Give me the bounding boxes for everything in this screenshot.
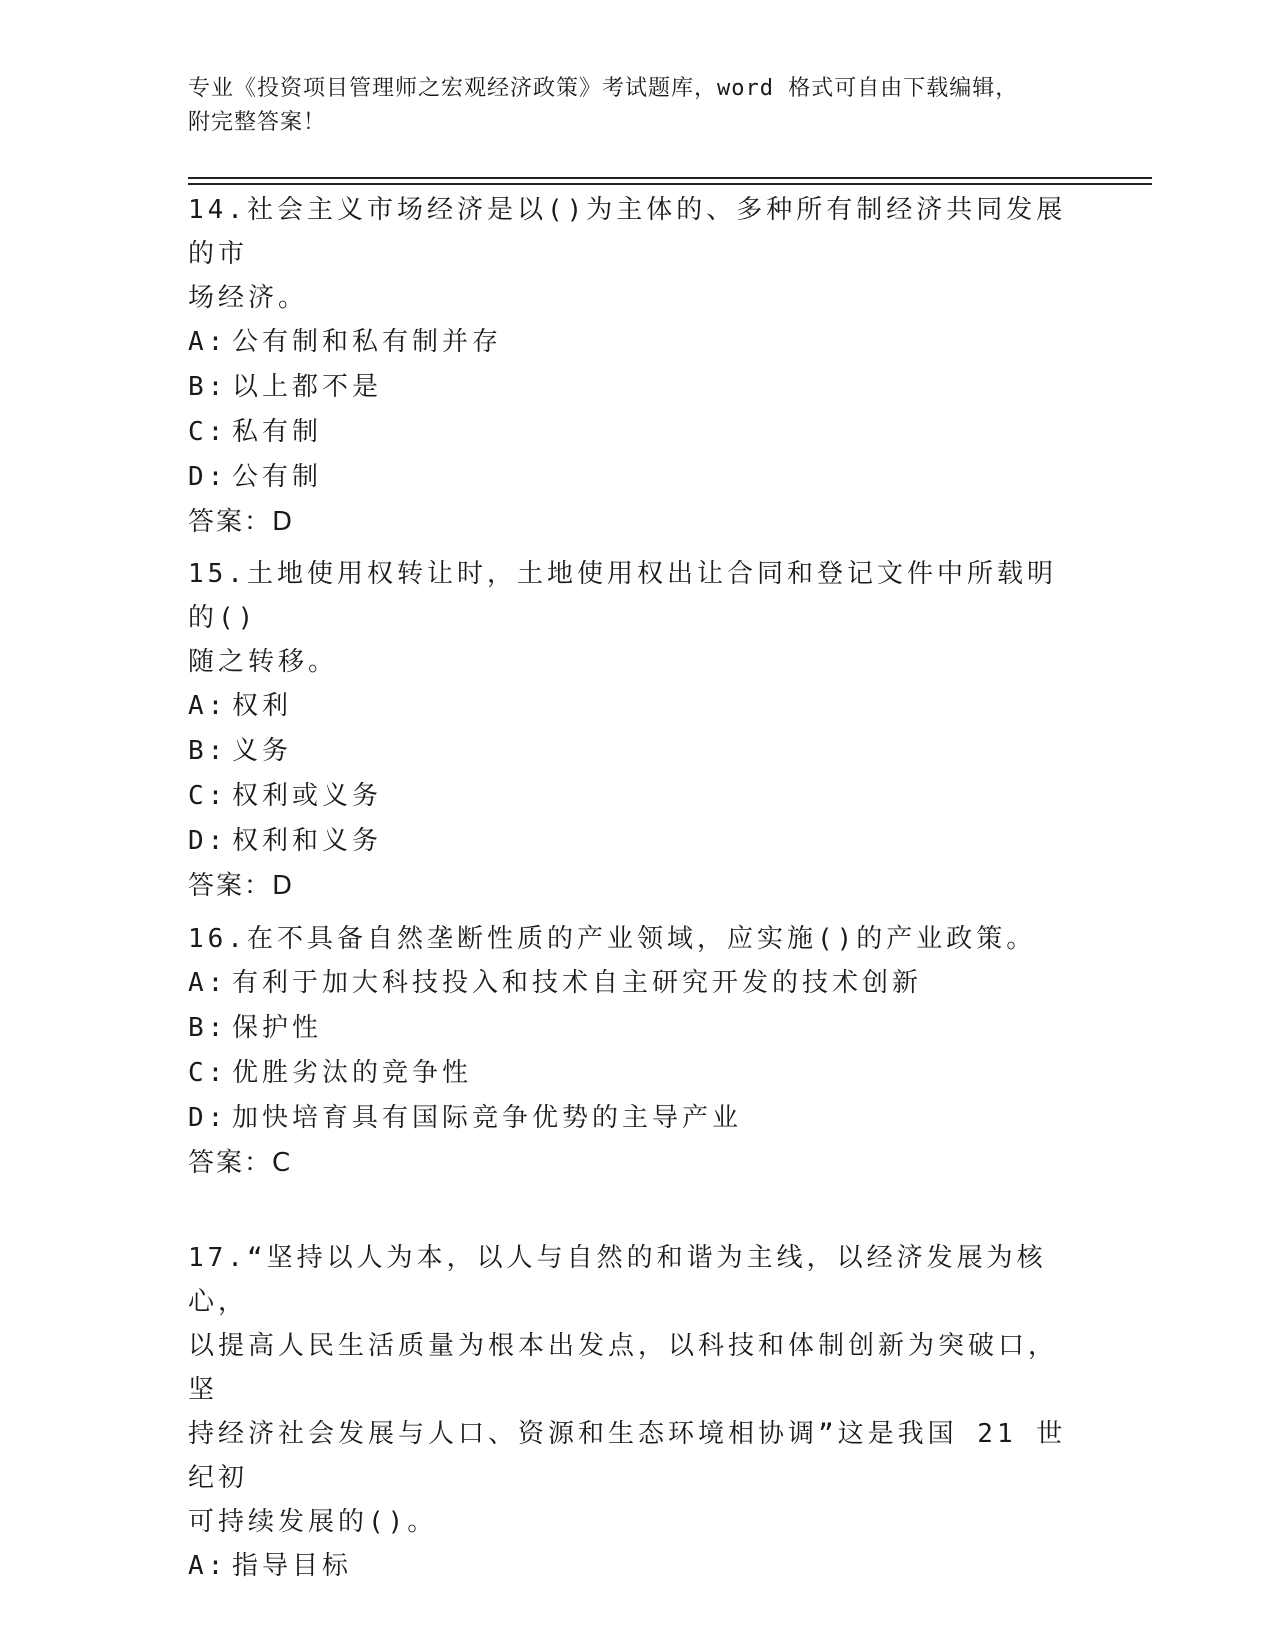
option-text: 权利和义务 [232,826,383,856]
option-label: D: [188,462,228,492]
option-label: C: [188,1058,228,1088]
option-text: 加快培育具有国际竞争优势的主导产业 [232,1103,743,1133]
question-15 [188,552,1078,908]
option-b [188,729,1078,774]
stem-line: 15.土地使用权转让时，土地使用权出让合同和登记文件中所载明的() [188,559,1057,633]
option-b [188,1006,1078,1051]
option-text: 权利或义务 [232,781,383,811]
option-label: B: [188,1013,228,1043]
option-text: 保护性 [232,1013,323,1043]
question-stem [188,1236,1078,1544]
option-text: 义务 [232,736,293,766]
question-stem [188,552,1078,684]
question-stem [188,917,1078,961]
answer: 答案：D [188,507,295,537]
option-text: 权利 [232,691,293,721]
option-a [188,1544,1078,1589]
option-a [188,320,1078,365]
option-text: 有利于加大科技投入和技术自主研究开发的技术创新 [232,968,923,998]
header-line-2: 附完整答案！ [188,110,327,135]
document-header [188,72,1068,140]
stem-line: 可持续发展的()。 [188,1507,438,1537]
stem-line: 持经济社会发展与人口、资源和生态环境相协调”这是我国 21 世纪初 [188,1419,1067,1493]
option-label: C: [188,417,228,447]
option-label: D: [188,826,228,856]
option-text: 指导目标 [232,1551,353,1581]
header-divider-bottom [188,183,1152,185]
stem-line: 14.社会主义市场经济是以()为主体的、多种所有制经济共同发展的市 [188,195,1067,269]
option-label: A: [188,327,228,357]
option-c [188,1051,1078,1096]
header-divider-top [188,177,1152,179]
option-label: A: [188,691,228,721]
option-d [188,455,1078,500]
option-label: A: [188,1551,228,1581]
option-label: D: [188,1103,228,1133]
stem-line: 17.“坚持以人为本，以人与自然的和谐为主线，以经济发展为核心， [188,1243,1047,1317]
answer: 答案：C [188,1148,293,1178]
option-text: 优胜劣汰的竞争性 [232,1058,473,1088]
option-text: 公有制和私有制并存 [232,327,503,357]
question-16 [188,917,1078,1185]
option-text: 公有制 [232,462,323,492]
option-b [188,365,1078,410]
question-14 [188,188,1078,544]
header-line-1: 专业《投资项目管理师之宏观经济政策》考试题库，word 格式可自由下载编辑， [188,76,1019,101]
option-text: 以上都不是 [232,372,383,402]
question-17 [188,1236,1078,1589]
option-d [188,1096,1078,1141]
option-a [188,684,1078,729]
stem-line: 16.在不具备自然垄断性质的产业领域，应实施()的产业政策。 [188,924,1037,954]
answer: 答案：D [188,871,295,901]
option-label: C: [188,781,228,811]
option-c [188,410,1078,455]
option-c [188,774,1078,819]
option-a [188,961,1078,1006]
option-label: B: [188,736,228,766]
option-label: A: [188,968,228,998]
stem-line: 以提高人民生活质量为根本出发点，以科技和体制创新为突破口，坚 [188,1331,1059,1405]
question-stem [188,188,1078,320]
stem-line: 场经济。 [188,283,309,313]
stem-line: 随之转移。 [188,647,339,677]
option-text: 私有制 [232,417,323,447]
option-d [188,819,1078,864]
option-label: B: [188,372,228,402]
